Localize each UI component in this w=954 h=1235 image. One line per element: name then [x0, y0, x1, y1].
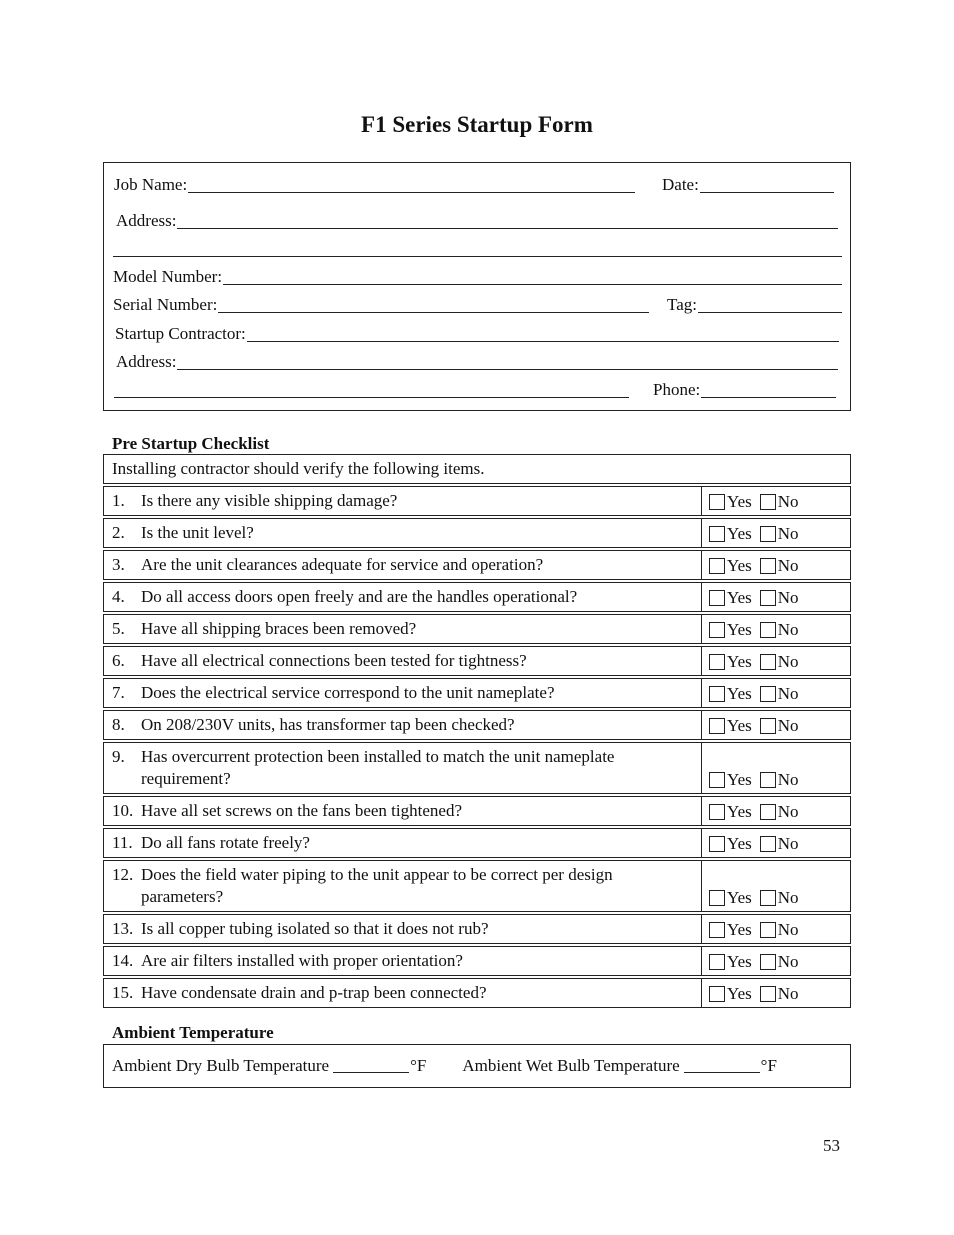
checklist-question — [104, 647, 702, 675]
checklist-row — [103, 946, 851, 976]
no-option[interactable] — [760, 716, 799, 736]
question-number: 7. — [112, 683, 125, 702]
job-info-box — [103, 162, 851, 411]
yes-label: Yes — [727, 524, 752, 543]
question-number: 1. — [112, 491, 125, 510]
phone-field[interactable] — [653, 378, 836, 400]
yes-checkbox[interactable] — [709, 922, 725, 938]
no-label: No — [777, 492, 799, 511]
no-option[interactable] — [760, 920, 799, 940]
yes-checkbox[interactable] — [709, 622, 725, 638]
question-text: Is there any visible shipping damage? — [141, 491, 398, 510]
question-text: Have all set screws on the fans been tightened? — [141, 801, 462, 820]
question-number: 3. — [112, 555, 125, 574]
no-label: No — [777, 834, 799, 853]
no-option[interactable] — [760, 652, 799, 672]
wet-bulb-field[interactable] — [462, 1056, 777, 1076]
question-text: Do all access doors open freely and are the handles operational? — [141, 587, 578, 606]
tag-field[interactable] — [667, 293, 842, 315]
wet-bulb-unit: °F — [760, 1056, 777, 1075]
question-text: Does the field water piping to the unit appear to be correct per design parameters? — [141, 865, 613, 906]
no-label: No — [777, 620, 799, 639]
no-label: No — [777, 684, 799, 703]
checklist-row — [103, 550, 851, 580]
checklist-question — [104, 615, 702, 643]
checklist-question — [104, 915, 702, 943]
no-label: No — [777, 556, 799, 575]
yes-label: Yes — [727, 492, 752, 511]
checklist-question — [104, 487, 702, 515]
yes-option[interactable] — [709, 952, 752, 972]
checklist-table — [103, 454, 851, 1008]
no-label: No — [777, 952, 799, 971]
contractor-address-label: Address: — [116, 352, 177, 371]
form-title: F1 Series Startup Form — [361, 112, 593, 137]
no-option[interactable] — [760, 952, 799, 972]
no-checkbox[interactable] — [760, 836, 776, 852]
question-number: 13. — [112, 919, 134, 938]
question-text: Have condensate drain and p-trap been connected? — [141, 983, 487, 1002]
question-number: 5. — [112, 619, 125, 638]
no-option[interactable] — [760, 984, 799, 1004]
no-label: No — [777, 984, 799, 1003]
question-text: Do all fans rotate freely? — [141, 833, 310, 852]
question-text: Are the unit clearances adequate for service and operation? — [141, 555, 544, 574]
yes-option[interactable] — [709, 920, 752, 940]
question-text: Is all copper tubing isolated so that it does not rub? — [141, 919, 489, 938]
no-option[interactable] — [760, 556, 799, 576]
checklist-intro: Installing contractor should verify the following items. — [103, 454, 851, 484]
checklist-row — [103, 646, 851, 676]
checklist-question — [104, 583, 702, 611]
question-number: 6. — [112, 651, 125, 670]
yes-label: Yes — [727, 620, 752, 639]
answer-cell — [702, 519, 850, 547]
answer-cell — [702, 743, 850, 793]
checklist-question — [104, 711, 702, 739]
dry-bulb-label: Ambient Dry Bulb Temperature — [112, 1056, 330, 1075]
yes-option[interactable] — [709, 716, 752, 736]
checklist-row — [103, 796, 851, 826]
checklist-row — [103, 518, 851, 548]
no-option[interactable] — [760, 492, 799, 512]
question-text: On 208/230V units, has transformer tap been checked? — [141, 715, 515, 734]
checklist-row — [103, 582, 851, 612]
no-checkbox[interactable] — [760, 804, 776, 820]
yes-option[interactable] — [709, 556, 752, 576]
checklist-heading: Pre Startup Checklist — [112, 434, 270, 453]
yes-checkbox[interactable] — [709, 890, 725, 906]
checklist-question — [104, 679, 702, 707]
yes-label: Yes — [727, 770, 752, 789]
yes-checkbox[interactable] — [709, 590, 725, 606]
no-checkbox[interactable] — [760, 772, 776, 788]
question-text: Have all electrical connections been tested for tightness? — [141, 651, 527, 670]
yes-checkbox[interactable] — [709, 954, 725, 970]
startup-contractor-field[interactable] — [115, 322, 839, 344]
phone-label: Phone: — [653, 380, 701, 399]
no-option[interactable] — [760, 802, 799, 822]
model-number-label: Model Number: — [113, 267, 223, 286]
checklist-question — [104, 743, 702, 793]
no-option[interactable] — [760, 834, 799, 854]
job-name-field[interactable] — [114, 173, 635, 195]
yes-option[interactable] — [709, 984, 752, 1004]
yes-label: Yes — [727, 684, 752, 703]
checklist-row — [103, 860, 851, 912]
no-option[interactable] — [760, 684, 799, 704]
dry-bulb-field[interactable] — [112, 1056, 426, 1076]
checklist-row — [103, 978, 851, 1008]
address-label: Address: — [116, 211, 177, 230]
yes-label: Yes — [727, 952, 752, 971]
checklist-question — [104, 861, 702, 911]
answer-cell — [702, 711, 850, 739]
yes-option[interactable] — [709, 834, 752, 854]
checklist-row — [103, 914, 851, 944]
tag-label: Tag: — [667, 295, 697, 314]
yes-label: Yes — [727, 802, 752, 821]
no-checkbox[interactable] — [760, 654, 776, 670]
answer-cell — [702, 551, 850, 579]
question-number: 2. — [112, 523, 125, 542]
yes-option[interactable] — [709, 620, 752, 640]
no-label: No — [777, 920, 799, 939]
question-text: Is the unit level? — [141, 523, 254, 542]
yes-label: Yes — [727, 834, 752, 853]
yes-option[interactable] — [709, 588, 752, 608]
question-number: 9. — [112, 747, 125, 766]
yes-label: Yes — [727, 556, 752, 575]
yes-checkbox[interactable] — [709, 718, 725, 734]
yes-checkbox[interactable] — [709, 558, 725, 574]
question-text: Has overcurrent protection been installed to match the unit nameplate requirement? — [141, 747, 615, 788]
yes-label: Yes — [727, 984, 752, 1003]
answer-cell — [702, 615, 850, 643]
answer-cell — [702, 583, 850, 611]
no-option[interactable] — [760, 620, 799, 640]
yes-option[interactable] — [709, 652, 752, 672]
answer-cell — [702, 679, 850, 707]
checklist-row — [103, 614, 851, 644]
no-checkbox[interactable] — [760, 986, 776, 1002]
answer-cell — [702, 947, 850, 975]
question-number: 10. — [112, 801, 134, 820]
no-option[interactable] — [760, 588, 799, 608]
no-checkbox[interactable] — [760, 890, 776, 906]
checklist-row — [103, 486, 851, 516]
question-number: 15. — [112, 983, 134, 1002]
question-text: Does the electrical service correspond to the unit nameplate? — [141, 683, 555, 702]
ambient-temperature-box — [103, 1044, 851, 1088]
no-option[interactable] — [760, 524, 799, 544]
yes-label: Yes — [727, 716, 752, 735]
no-checkbox[interactable] — [760, 494, 776, 510]
answer-cell — [702, 915, 850, 943]
checklist-row — [103, 742, 851, 794]
no-checkbox[interactable] — [760, 686, 776, 702]
address-field[interactable] — [116, 209, 838, 231]
no-checkbox[interactable] — [760, 954, 776, 970]
ambient-heading: Ambient Temperature — [112, 1023, 274, 1042]
answer-cell — [702, 861, 850, 911]
question-number: 8. — [112, 715, 125, 734]
yes-checkbox[interactable] — [709, 836, 725, 852]
startup-contractor-label: Startup Contractor: — [115, 324, 246, 343]
no-label: No — [777, 652, 799, 671]
checklist-question — [104, 519, 702, 547]
address-continuation-field[interactable] — [113, 237, 842, 259]
no-checkbox[interactable] — [760, 922, 776, 938]
yes-label: Yes — [727, 588, 752, 607]
yes-checkbox[interactable] — [709, 772, 725, 788]
no-label: No — [777, 888, 799, 907]
yes-option[interactable] — [709, 524, 752, 544]
yes-option[interactable] — [709, 888, 752, 908]
serial-number-field[interactable] — [113, 293, 649, 315]
page-number: 53 — [823, 1136, 840, 1155]
question-number: 12. — [112, 865, 134, 884]
yes-option[interactable] — [709, 492, 752, 512]
yes-checkbox[interactable] — [709, 686, 725, 702]
no-label: No — [777, 770, 799, 789]
yes-checkbox[interactable] — [709, 654, 725, 670]
question-number: 4. — [112, 587, 125, 606]
answer-cell — [702, 487, 850, 515]
answer-cell — [702, 797, 850, 825]
yes-label: Yes — [727, 920, 752, 939]
no-label: No — [777, 588, 799, 607]
no-label: No — [777, 716, 799, 735]
model-number-field[interactable] — [113, 265, 842, 287]
checklist-row — [103, 710, 851, 740]
yes-option[interactable] — [709, 684, 752, 704]
checklist-question — [104, 979, 702, 1007]
date-label: Date: — [662, 175, 699, 194]
yes-checkbox[interactable] — [709, 804, 725, 820]
answer-cell — [702, 647, 850, 675]
dry-bulb-unit: °F — [410, 1056, 427, 1075]
no-checkbox[interactable] — [760, 590, 776, 606]
checklist-question — [104, 551, 702, 579]
no-checkbox[interactable] — [760, 718, 776, 734]
contractor-address-continuation-field[interactable] — [114, 378, 629, 400]
question-text: Are air filters installed with proper orientation? — [141, 951, 463, 970]
yes-label: Yes — [727, 652, 752, 671]
answer-cell — [702, 829, 850, 857]
checklist-row — [103, 678, 851, 708]
answer-cell — [702, 979, 850, 1007]
question-number: 14. — [112, 951, 134, 970]
yes-checkbox[interactable] — [709, 526, 725, 542]
checklist-question — [104, 947, 702, 975]
yes-option[interactable] — [709, 770, 752, 790]
no-label: No — [777, 802, 799, 821]
no-label: No — [777, 524, 799, 543]
yes-checkbox[interactable] — [709, 986, 725, 1002]
yes-checkbox[interactable] — [709, 494, 725, 510]
question-text: Have all shipping braces been removed? — [141, 619, 417, 638]
contractor-address-field[interactable] — [116, 350, 838, 372]
serial-number-label: Serial Number: — [113, 295, 218, 314]
no-checkbox[interactable] — [760, 526, 776, 542]
checklist-row — [103, 828, 851, 858]
yes-option[interactable] — [709, 802, 752, 822]
checklist-question — [104, 829, 702, 857]
date-field[interactable] — [662, 173, 834, 195]
wet-bulb-label: Ambient Wet Bulb Temperature — [462, 1056, 680, 1075]
no-option[interactable] — [760, 888, 799, 908]
yes-label: Yes — [727, 888, 752, 907]
checklist-question — [104, 797, 702, 825]
no-checkbox[interactable] — [760, 622, 776, 638]
job-name-label: Job Name: — [114, 175, 188, 194]
question-number: 11. — [112, 833, 133, 852]
no-checkbox[interactable] — [760, 558, 776, 574]
no-option[interactable] — [760, 770, 799, 790]
